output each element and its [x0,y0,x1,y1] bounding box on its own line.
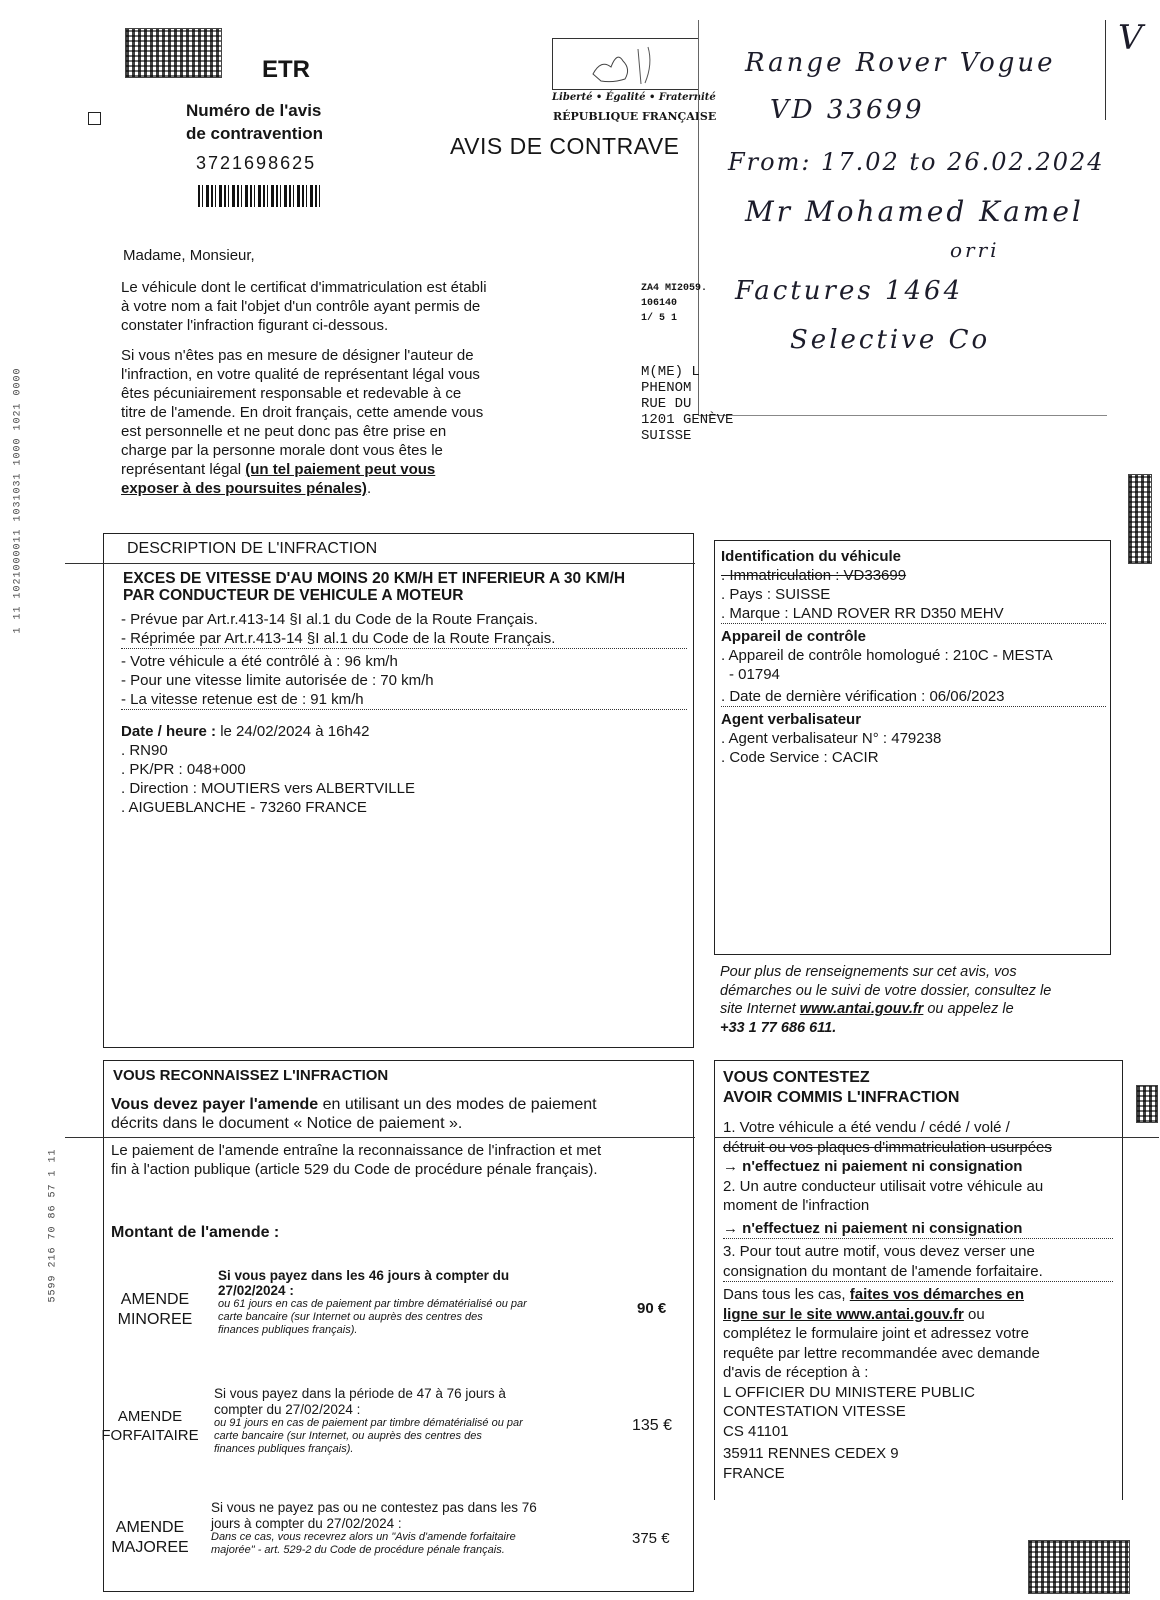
info-text [720,963,1120,1037]
fine-standard-label [96,1407,204,1445]
device-heading: Appareil de contrôle [721,628,867,645]
handwritten-check: V [1118,18,1146,58]
contest-case-2: 2. Un autre conducteur utilisait votre véhicule au [723,1177,1044,1195]
side-qr-top [1128,474,1152,564]
contest-address-line: 35911 RENNES CEDEX 9 [723,1445,899,1462]
device-serial: - 01794 [729,666,780,683]
recognize-line [111,1095,597,1114]
intro-p2-line [121,460,571,479]
handwritten-dates: From: 17.02 to 26.02.2024 [728,148,1105,176]
speed-details [121,652,687,710]
marianne-icon [553,39,698,89]
fine-condition: jours à compter du 27/02/2024 : [211,1516,402,1531]
recognize-rest: en utilisant un des modes de paiement [318,1096,597,1113]
info-phone: +33 1 77 686 611. [720,1019,837,1036]
info-call-label: ou appelez le [923,1001,1014,1017]
address-line: M(ME) L [641,364,700,380]
intro-p2-line: charge par la personne morale dont vous êtes le [121,442,443,459]
margin-code-bottom: 5599 216 70 86 57 1 11 [47,1148,59,1303]
fine-label-line: AMENDE [120,1291,190,1308]
intro-paragraph-1 [121,278,561,335]
contest-case-3: 3. Pour tout autre motif, vous devez verser une [723,1243,1035,1260]
online-procedure-link[interactable]: ligne sur le site www.antai.gouv.fr [723,1305,964,1323]
fine-condition: Si vous ne payez pas ou ne contestez pas dans les 76 [211,1500,537,1515]
vehicle-country: . Pays : SUISSE [721,586,831,603]
info-site-label: site Internet [720,1001,800,1017]
fine-label-line: AMENDE [117,1408,183,1425]
infraction-line: EXCES DE VITESSE D'AU MOINS 20 KM/H ET INFERIEUR A 30 KM/H [123,570,626,587]
agent-heading: Agent verbalisateur [721,711,862,728]
antai-link[interactable]: www.antai.gouv.fr [799,1001,924,1017]
date-label: Date / heure : [121,723,217,740]
infraction-line: PAR CONDUCTEUR DE VEHICULE A MOTEUR [123,587,464,604]
avis-label-line1: Numéro de l'avis [186,101,322,120]
address-line: PHENOM [641,380,692,396]
fine-reduced-amount: 90 € [637,1300,667,1317]
address-line: RUE DU [641,396,692,412]
date-value: le 24/02/2024 à 16h42 [216,723,370,740]
marianne-logo [552,38,698,90]
intro-p1-line: Le véhicule dont le certificat d'immatriculation est établi [121,279,487,296]
intro-p2-line [121,479,571,498]
address-line: SUISSE [641,428,692,444]
margin-code-top: 1 11 1021000011 1031031 1000 1021 0000 [12,367,24,634]
fine-condition: compter du 27/02/2024 : [214,1402,361,1417]
address-code: 1/ 5 1 [641,313,678,324]
intro-paragraph-2 [121,346,571,498]
speed-limit: - Pour une vitesse limite autorisée de : 70 km/h [121,672,434,689]
recognize-payment-text [111,1095,597,1133]
contest-no-payment: → n'effectuez ni paiement ni consignation [723,1158,1023,1175]
contest-procedure: d'avis de réception à : [723,1364,869,1381]
contest-procedure [723,1285,1113,1305]
info-line: Pour plus de renseignements sur cet avis, vos [720,964,1017,980]
vehicle-identification [721,547,1106,767]
contest-heading-line: AVOIR COMMIS L'INFRACTION [723,1089,960,1106]
address-line: 1201 GENÈVE [641,412,734,428]
contest-address-line: FRANCE [723,1464,785,1482]
contest-heading-line: VOUS CONTESTEZ [723,1069,870,1086]
greeting: Madame, Monsieur, [123,247,255,264]
intro-period: . [366,480,372,497]
fine-note: ou 61 jours en cas de paiement par timbre dématérialisé ou par [218,1298,527,1310]
fine-label-line: MAJOREE [111,1539,189,1556]
contest-options [723,1118,1113,1483]
procedure-text: Dans tous les cas, [723,1286,850,1303]
avis-number-label [186,99,323,145]
etr-label: ETR [262,56,310,83]
avis-number: 3721698625 [196,153,317,173]
fine-increased-amount: 375 € [632,1530,670,1547]
fine-note: carte bancaire (sur Internet ou auprès des centres des [218,1311,483,1323]
contest-no-payment: → n'effectuez ni paiement ni consignation [723,1219,1113,1240]
handwritten-vehicle: Range Rover Vogue [745,48,1056,78]
contest-case-2: moment de l'infraction [723,1197,870,1214]
page-edge-line [1105,20,1106,120]
side-qr-middle [1136,1085,1158,1123]
document-title: AVIS DE CONTRAVE [450,133,680,159]
fine-label-line: MINOREE [117,1311,193,1328]
info-line [720,1000,1120,1019]
contest-case-3: consignation du montant de l'amende forfaitaire. [723,1262,1113,1283]
recognize-line: décrits dans le document « Notice de paiement ». [111,1115,463,1132]
handwritten-orri: orri [950,238,1000,262]
intro-p2-line: l'infraction, en votre qualité de représentant légal vous [121,366,480,383]
recognize-consequence [111,1141,601,1179]
amount-heading: Montant de l'amende : [111,1224,280,1241]
agent-number: . Agent verbalisateur N° : 479238 [721,730,942,747]
fine-standard-conditions [214,1386,624,1456]
device-model: . Appareil de contrôle homologué : 210C - MESTA [721,647,1053,664]
handwritten-invoice: Factures 1464 [735,276,964,306]
intro-p2-line: êtes pécuniairement responsable et redevable à ce [121,385,462,402]
checkbox [88,112,101,125]
recognize-heading: VOUS RECONNAISSEZ L'INFRACTION [113,1067,389,1084]
speed-retained: - La vitesse retenue est de : 91 km/h [121,690,687,710]
fine-note: ou 91 jours en cas de paiement par timbre dématérialisé ou par [214,1417,523,1429]
intro-warning-underlined: (un tel paiement peut vous [245,461,436,478]
intro-plain: représentant légal [121,461,246,478]
contest-heading [723,1068,959,1108]
datamatrix-code [125,28,222,78]
speed-measured: - Votre véhicule a été contrôlé à : 96 km/h [121,653,398,670]
republic-motto: Liberté • Égalité • Fraternité [552,92,716,103]
location-details [121,722,687,817]
vehicle-heading: Identification du véhicule [721,548,902,565]
recognize-separator [65,1137,695,1138]
fine-label-line: AMENDE [115,1519,185,1536]
consequence-line: Le paiement de l'amende entraîne la reconnaissance de l'infraction et met [111,1142,602,1159]
fine-reduced-label [110,1290,200,1330]
fine-increased-label [100,1518,200,1558]
date-time [121,722,687,741]
contest-procedure: complétez le formulaire joint et adressez votre [723,1325,1029,1342]
bottom-qr [1028,1540,1130,1594]
intro-warning-underlined-end: exposer à des poursuites pénales) [121,480,367,497]
fine-reduced-conditions [218,1268,628,1337]
legal-ref-prevue: - Prévue par Art.r.413-14 §I al.1 du Code de la Route Français. [121,611,538,628]
fine-condition: Si vous payez dans la période de 47 à 76 jours à [214,1386,506,1401]
description-heading: DESCRIPTION DE L'INFRACTION [127,540,378,557]
pk-pr: . PK/PR : 048+000 [121,761,246,778]
consequence-line: fin à l'action publique (article 529 du Code de procédure pénale français). [111,1161,598,1178]
contest-case-1: détruit ou vos plaques d'immatriculation usurpées [723,1138,1052,1156]
intro-p2-line: titre de l'amende. En droit français, cette amende vous [121,404,484,421]
info-line: démarches ou le suivi de votre dossier, consultez le [720,982,1052,999]
fine-note: majorée" - art. 529-2 du Code de procédure pénale français. [211,1544,505,1556]
address-code: 106140 [641,298,678,309]
contest-address-line: CONTESTATION VITESSE [723,1403,906,1420]
handwritten-name: Mr Mohamed Kamel [745,195,1084,228]
device-verification: . Date de dernière vérification : 06/06/2023 [721,687,1106,707]
place: . AIGUEBLANCHE - 73260 FRANCE [121,799,367,816]
avis-label-line2: de contravention [186,124,323,143]
address-codes [641,281,707,326]
fine-note: carte bancaire (sur Internet, ou auprès des centres des [214,1430,482,1442]
infraction-legal-refs [121,610,687,649]
fine-note: Dans ce cas, vous recevrez alors un "Avis d'amende forfaitaire [211,1531,516,1543]
fine-note: finances publiques français). [214,1443,354,1455]
barcode [198,185,320,207]
contest-case-1: 1. Votre véhicule a été vendu / cédé / volé / [723,1119,1010,1136]
vehicle-brand: . Marque : LAND ROVER RR D350 MEHV [721,604,1106,624]
service-code: . Code Service : CACIR [721,749,879,766]
recognize-bold: Vous devez payer l'amende [111,1096,319,1113]
contest-procedure [723,1305,1113,1325]
fine-note: finances publiques français). [218,1324,358,1336]
handwritten-plate: VD 33699 [770,95,925,125]
procedure-text: ou [963,1305,985,1323]
online-procedure-link[interactable]: faites vos démarches en [849,1286,1024,1303]
fine-increased-conditions [211,1500,621,1557]
fine-condition: 27/02/2024 : [218,1283,294,1298]
vehicle-plate: . Immatriculation : VD33699 [721,567,907,584]
fine-label-line: FORFAITAIRE [101,1427,199,1444]
recipient-address [641,364,733,444]
direction: . Direction : MOUTIERS vers ALBERTVILLE [121,780,415,797]
road: . RN90 [121,742,168,759]
contest-address-line: CS 41101 [723,1422,789,1440]
fine-condition: Si vous payez dans les 46 jours à compter du [218,1268,510,1283]
republique-francaise: RÉPUBLIQUE FRANÇAISE [553,110,717,123]
intro-p1-line: à votre nom a fait l'objet d'un contrôle ayant permis de [121,298,481,315]
contest-procedure: requête par lettre recommandée avec demande [723,1344,1040,1362]
contest-separator [714,1137,1159,1138]
description-separator [65,563,695,564]
infraction-title [123,570,625,604]
intro-p2-line: Si vous n'êtes pas en mesure de désigner l'auteur de [121,347,474,364]
intro-p1-line: constater l'infraction figurant ci-dessous. [121,317,389,334]
contest-address-line: L OFFICIER DU MINISTERE PUBLIC [723,1383,975,1401]
address-code: ZA4 MI2059. [641,283,708,294]
fine-standard-amount: 135 € [632,1417,673,1434]
intro-p2-line: est personnelle et ne peut donc pas être prise en [121,423,447,440]
handwritten-company: Selective Co [790,325,991,355]
legal-ref-reprimee: - Réprimée par Art.r.413-14 §I al.1 du Code de la Route Français. [121,629,687,649]
